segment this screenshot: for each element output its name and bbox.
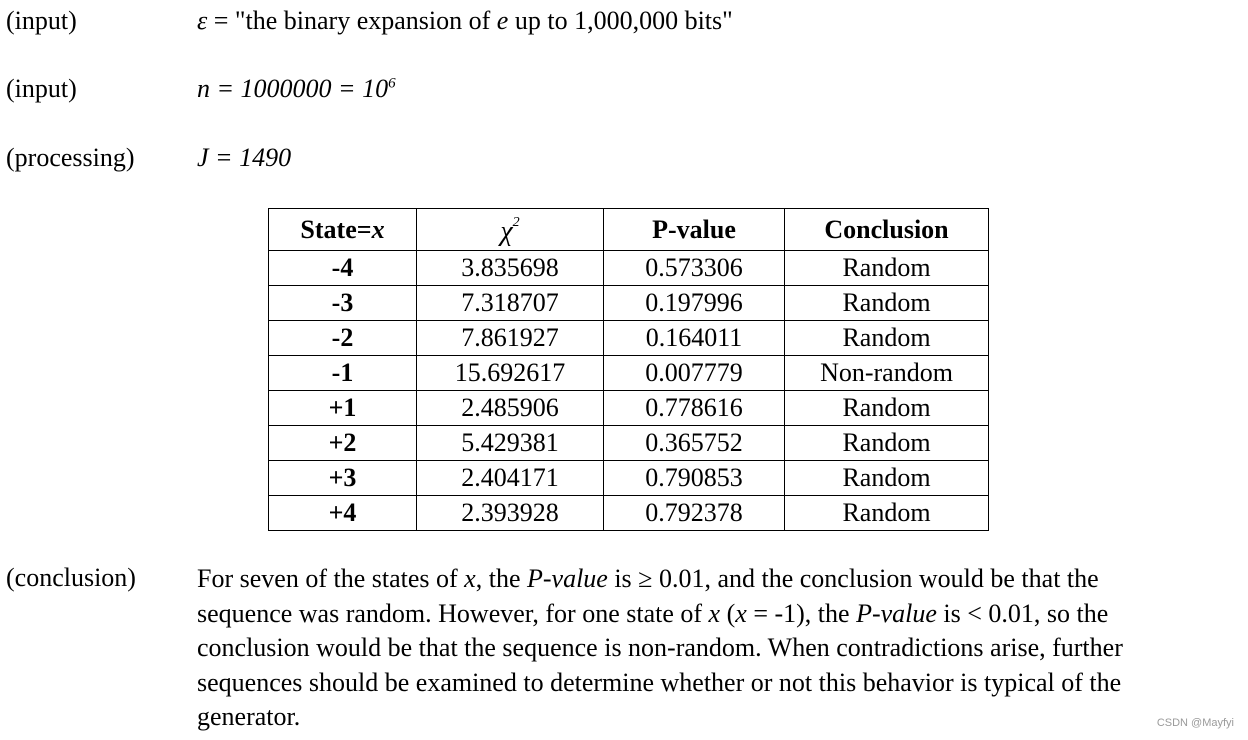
table-row [269, 251, 989, 286]
conclusion-tag: (conclusion) [6, 563, 136, 592]
cell-state: +4 [269, 496, 417, 531]
header-chi-squared [417, 209, 604, 251]
pvalue-term: P-value [526, 564, 608, 593]
cell-state: -3 [269, 286, 417, 321]
conclusion-line: generator. [197, 702, 301, 731]
x-symbol: x [708, 598, 721, 628]
table-row [269, 461, 989, 496]
header-state [269, 209, 417, 251]
e-symbol: e [496, 6, 509, 35]
x-symbol: x [735, 598, 747, 628]
cell-chi2: 3.835698 [417, 251, 604, 286]
conclusion-line: conclusion would be that the sequence is non-random. When contradictions arise, further [197, 633, 1123, 662]
cell-conclusion: Random [785, 321, 989, 356]
cell-pvalue: 0.790853 [604, 461, 785, 496]
cell-conclusion: Random [785, 426, 989, 461]
conclusion-line [197, 597, 1247, 632]
cell-pvalue: 0.778616 [604, 391, 785, 426]
table-row [269, 496, 989, 531]
epsilon-text-end: up to 1,000,000 bits" [508, 6, 733, 35]
chi-exponent: 2 [512, 215, 520, 230]
pvalue-term: P-value [856, 598, 937, 628]
header-state-prefix: State= [300, 214, 372, 244]
x-symbol: x [464, 564, 476, 593]
results-table-container [268, 208, 989, 531]
j-expression: J = 1490 [197, 143, 292, 172]
table-row [269, 391, 989, 426]
text-run: For seven of the states of [197, 564, 465, 593]
header-conclusion: Conclusion [785, 209, 989, 251]
cell-state: +1 [269, 391, 417, 426]
cell-chi2: 2.485906 [417, 391, 604, 426]
cell-pvalue: 0.007779 [604, 356, 785, 391]
n-expression: n = 1000000 = 10 [197, 74, 389, 103]
text-run: sequence was random. However, for one state of [197, 598, 709, 628]
cell-chi2: 2.404171 [417, 461, 604, 496]
cell-chi2: 7.861927 [417, 321, 604, 356]
cell-state: +3 [269, 461, 417, 496]
text-run: is ≥ 0.01, and the conclusion would be that the [607, 564, 1099, 593]
epsilon-text: = "the binary expansion of [207, 6, 497, 35]
line-tag: (processing) [6, 143, 135, 172]
table-header-row [269, 209, 989, 251]
table-row [269, 356, 989, 391]
n-exponent: 6 [388, 75, 396, 92]
cell-pvalue: 0.164011 [604, 321, 785, 356]
cell-state: -4 [269, 251, 417, 286]
cell-pvalue: 0.197996 [604, 286, 785, 321]
line-tag: (input) [6, 6, 77, 35]
cell-conclusion: Random [785, 251, 989, 286]
cell-pvalue: 0.573306 [604, 251, 785, 286]
header-state-var: x [371, 214, 385, 244]
cell-chi2: 5.429381 [417, 426, 604, 461]
cell-chi2: 15.692617 [417, 356, 604, 391]
conclusion-paragraph [197, 562, 1247, 735]
chi-letter: χ [500, 216, 513, 248]
cell-state: -1 [269, 356, 417, 391]
text-run: = -1), the [746, 598, 857, 628]
line-tag: (input) [6, 74, 77, 103]
results-table [268, 208, 989, 531]
text-run: , the [475, 564, 527, 593]
cell-state: +2 [269, 426, 417, 461]
cell-chi2: 2.393928 [417, 496, 604, 531]
cell-state: -2 [269, 321, 417, 356]
chi-symbol [500, 216, 519, 247]
text-run: ( [720, 598, 736, 628]
cell-conclusion: Random [785, 461, 989, 496]
table-row [269, 321, 989, 356]
n-definition [197, 73, 396, 104]
epsilon-definition [197, 5, 733, 36]
header-pvalue: P-value [604, 209, 785, 251]
cell-conclusion: Non-random [785, 356, 989, 391]
cell-pvalue: 0.792378 [604, 496, 785, 531]
watermark: CSDN @Mayfyi [1156, 716, 1234, 729]
conclusion-line [197, 562, 1247, 597]
cell-pvalue: 0.365752 [604, 426, 785, 461]
cell-conclusion: Random [785, 286, 989, 321]
table-row [269, 286, 989, 321]
epsilon-symbol: ε [197, 6, 208, 35]
cell-conclusion: Random [785, 496, 989, 531]
conclusion-line: sequences should be examined to determine whether or not this behavior is typical of the [197, 667, 1122, 697]
table-row [269, 426, 989, 461]
text-run: is < 0.01, so the [936, 598, 1109, 628]
cell-chi2: 7.318707 [417, 286, 604, 321]
table-body [269, 251, 989, 531]
cell-conclusion: Random [785, 391, 989, 426]
